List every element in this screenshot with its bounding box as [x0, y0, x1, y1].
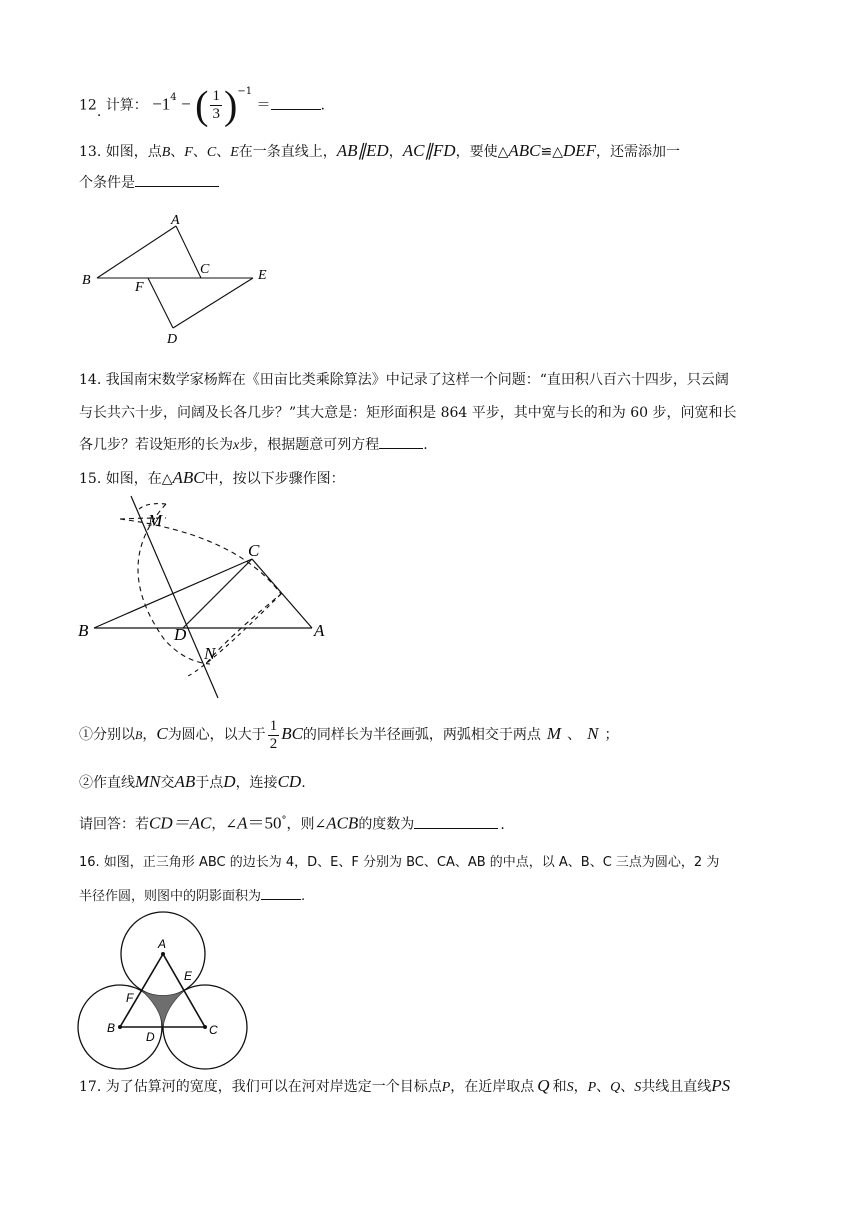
q15-step1-B: B: [135, 728, 143, 742]
question-17-line-1: [79, 1076, 730, 1098]
q13-sep1: 、: [170, 144, 185, 160]
question-16-line-1: [79, 853, 719, 873]
q15-half-fraction: [268, 718, 280, 753]
q13-point-C: C: [206, 145, 217, 160]
question-13-line-1: [79, 141, 680, 163]
q12-number: 12: [79, 97, 97, 114]
q13-label-B: B: [82, 273, 91, 288]
q16-line2-a: 半径作圆，则图中的阴影面积为: [79, 889, 262, 904]
q15-head-a: 15. 如图，在△: [79, 471, 173, 487]
q13-ab-parallel-ed: AB∥ED: [336, 141, 389, 160]
q13-text-c: ，要使△: [455, 144, 509, 160]
q15-step2-a: ②作直线: [79, 775, 135, 791]
q12-fraction: [210, 88, 222, 123]
q15-seg-CA: [252, 559, 312, 628]
q17-sep2: 、: [620, 1079, 635, 1095]
q15-ask-c: ，则∠: [286, 816, 327, 833]
q12-exp4: 4: [170, 92, 177, 103]
q14-answer-blank: [379, 434, 423, 449]
q17-point-Q2: Q: [610, 1080, 621, 1095]
q15-step1-d: 、: [567, 727, 582, 743]
q17-point-P2: P: [587, 1080, 597, 1095]
q14-var-x: x: [233, 438, 240, 453]
q15-angle-symbol: ∠: [225, 816, 238, 833]
q13-point-F: F: [184, 145, 193, 160]
q15-step1-sep: ，: [142, 727, 157, 743]
question-15-ask: [79, 811, 505, 835]
q15-segment-cd-label: CD: [277, 772, 302, 791]
q12-dot: .: [96, 103, 102, 120]
q12-equals: ＝: [256, 97, 271, 114]
q17-line1-e: 共线且直线: [641, 1079, 712, 1095]
q13-label-E: E: [258, 268, 267, 283]
q12-expr-head: −1: [152, 94, 171, 114]
q17-line1-d: ，: [573, 1079, 588, 1095]
question-14-line-1: [79, 370, 729, 390]
q13-seg-DE: [173, 278, 253, 328]
q16-point-C: [203, 1025, 207, 1029]
q15-end: .: [500, 816, 505, 833]
q13-line2-text: 个条件是: [79, 175, 135, 191]
q15-cond-cd-ac: CD＝AC: [149, 813, 212, 833]
q16-answer-blank: [261, 885, 301, 900]
q13-point-B: B: [161, 145, 171, 160]
q13-text-a: 13. 如图，点: [79, 144, 162, 160]
q14-end: .: [423, 437, 428, 453]
q13-sep2: 、: [192, 144, 207, 160]
q15-angle-acb: ACB: [326, 813, 359, 833]
q15-step2-c: 于点: [195, 775, 224, 791]
q12-label: 计算：: [105, 97, 148, 114]
q15-step2-b: 交: [160, 775, 175, 791]
q12-end: .: [320, 97, 325, 114]
q16-label-E: E: [184, 969, 193, 983]
q15-head-b: 中，按以下步骤作图：: [204, 471, 345, 487]
q16-line1: 16. 如图，正三角形 ABC 的边长为 4，D、E、F 分别为 BC、CA、AB 的中点，以 A、B、C 三点为圆心，2 为: [79, 855, 720, 870]
q15-half-den: 2: [269, 735, 278, 752]
q15-step1-BC: BC: [281, 724, 303, 743]
q13-triangle-def: DEF: [562, 141, 597, 160]
question-13-line-2: [79, 172, 219, 193]
question-15-step-1: [79, 714, 618, 754]
q15-ask-b: ，: [211, 816, 226, 833]
q17-line1-a: 17. 为了估算河的宽度，我们可以在河对岸选定一个目标点: [79, 1079, 442, 1095]
q13-answer-blank: [135, 172, 219, 187]
q13-figure: [78, 210, 278, 350]
q13-triangle-abc: ABC: [508, 141, 541, 160]
q15-ask-a: 请回答：若: [79, 816, 149, 833]
q12-answer-blank: [271, 95, 321, 110]
q15-step1-e: ；: [604, 727, 619, 743]
q16-label-C: C: [209, 1023, 218, 1037]
q13-label-D: D: [167, 332, 178, 347]
q15-answer-blank: [414, 814, 498, 829]
q13-label-A: A: [171, 213, 180, 228]
q15-step1-c: 的同样长为半径画弧，两弧相交于两点: [302, 727, 541, 743]
q14-line2: 与长共六十步，问阔及长各几步？”其大意是：矩形面积是 864 平步，其中宽与长的和为 60 步，问宽和长: [79, 405, 737, 421]
q17-point-Q: Q: [537, 1076, 550, 1095]
q12-frac-den: 3: [212, 106, 220, 123]
q15-half-num: 1: [269, 717, 278, 734]
q17-sep1: 、: [596, 1079, 611, 1095]
q15-label-M: M: [148, 511, 163, 530]
q16-shaded-region: [142, 991, 184, 1027]
q15-step1-a: ①分别以: [79, 727, 135, 743]
q15-ask-d: 的度数为: [358, 816, 415, 833]
q15-label-D: D: [174, 625, 187, 644]
question-15-heading: [79, 468, 345, 489]
q15-seg-CD: [183, 559, 252, 628]
q15-label-B: B: [78, 621, 89, 640]
q15-point-d-label: D: [223, 772, 236, 791]
q16-point-B: [118, 1025, 122, 1029]
q16-label-F: F: [126, 991, 134, 1005]
q12-left-paren: (: [195, 82, 209, 128]
q16-figure: [76, 910, 256, 1070]
q15-step1-b: 为圆心，以大于: [167, 727, 266, 743]
q14-line3-b: 步，根据题意可列方程: [239, 437, 380, 453]
q12-minus: −: [181, 94, 191, 114]
q13-seg-FD: [148, 278, 173, 328]
q15-angle-value: ＝50: [247, 813, 282, 833]
q16-label-B: B: [107, 1021, 116, 1035]
question-15-step-2: [79, 772, 306, 793]
q15-step1-M: M: [546, 724, 562, 743]
q15-degree: °: [281, 815, 287, 826]
q17-line1-c: 和: [552, 1079, 567, 1095]
q17-point-S2: S: [634, 1080, 642, 1095]
q15-label-N: N: [204, 644, 216, 663]
q15-triangle-abc: ABC: [172, 468, 205, 487]
question-14-line-3: [79, 434, 428, 456]
q15-step1-C: C: [156, 724, 168, 743]
q13-congruent: ≌△: [540, 144, 563, 160]
q16-end: .: [301, 889, 306, 904]
q15-arc-upper-left: [138, 504, 166, 510]
q17-point-P: P: [441, 1080, 451, 1095]
q12-exp-neg1: −1: [237, 86, 253, 97]
q17-line1-b: ，在近岸取点: [450, 1079, 535, 1095]
question-12: [79, 82, 325, 128]
question-16-line-2: [79, 885, 305, 907]
q13-text-b: 在一条直线上，: [238, 144, 337, 160]
q15-line-MN: [131, 496, 218, 698]
q15-label-A: A: [314, 621, 325, 640]
q14-line3-a: 各几步？若设矩形的长为: [79, 437, 233, 453]
q16-label-A: A: [158, 937, 167, 951]
q13-ac-parallel-fd: AC∥FD: [402, 141, 456, 160]
q13-seg-AC: [176, 226, 201, 278]
q15-segment-ab-label: AB: [174, 772, 196, 791]
q15-step2-e: .: [301, 775, 306, 791]
q15-figure: [76, 494, 346, 704]
q12-frac-num: 1: [212, 88, 220, 105]
q17-point-S: S: [566, 1080, 574, 1095]
q16-point-A: [161, 952, 165, 956]
q16-label-D: D: [146, 1030, 155, 1044]
q15-label-C: C: [248, 541, 260, 560]
q15-angle-A: A: [237, 813, 248, 833]
q15-step2-d: ，连接: [235, 775, 278, 791]
q13-seg-AB: [97, 226, 176, 278]
question-14-line-2: [79, 403, 737, 423]
q12-right-paren: ): [223, 82, 238, 128]
q13-label-F: F: [135, 280, 144, 295]
q13-text-d: ，还需添加一: [596, 144, 681, 160]
q13-comma: ，: [388, 144, 403, 160]
q17-line-PS: PS: [711, 1076, 731, 1095]
q15-line-mn-label: MN: [135, 772, 161, 791]
q13-point-E: E: [230, 145, 239, 160]
q13-label-C: C: [200, 262, 210, 277]
q14-line1: 14. 我国南宋数学家杨辉在《田亩比类乘除算法》中记录了这样一个问题：“直田积八百六十四步，只云阔: [79, 372, 729, 388]
q15-step1-N: N: [587, 724, 599, 743]
q13-sep3: 、: [216, 144, 231, 160]
